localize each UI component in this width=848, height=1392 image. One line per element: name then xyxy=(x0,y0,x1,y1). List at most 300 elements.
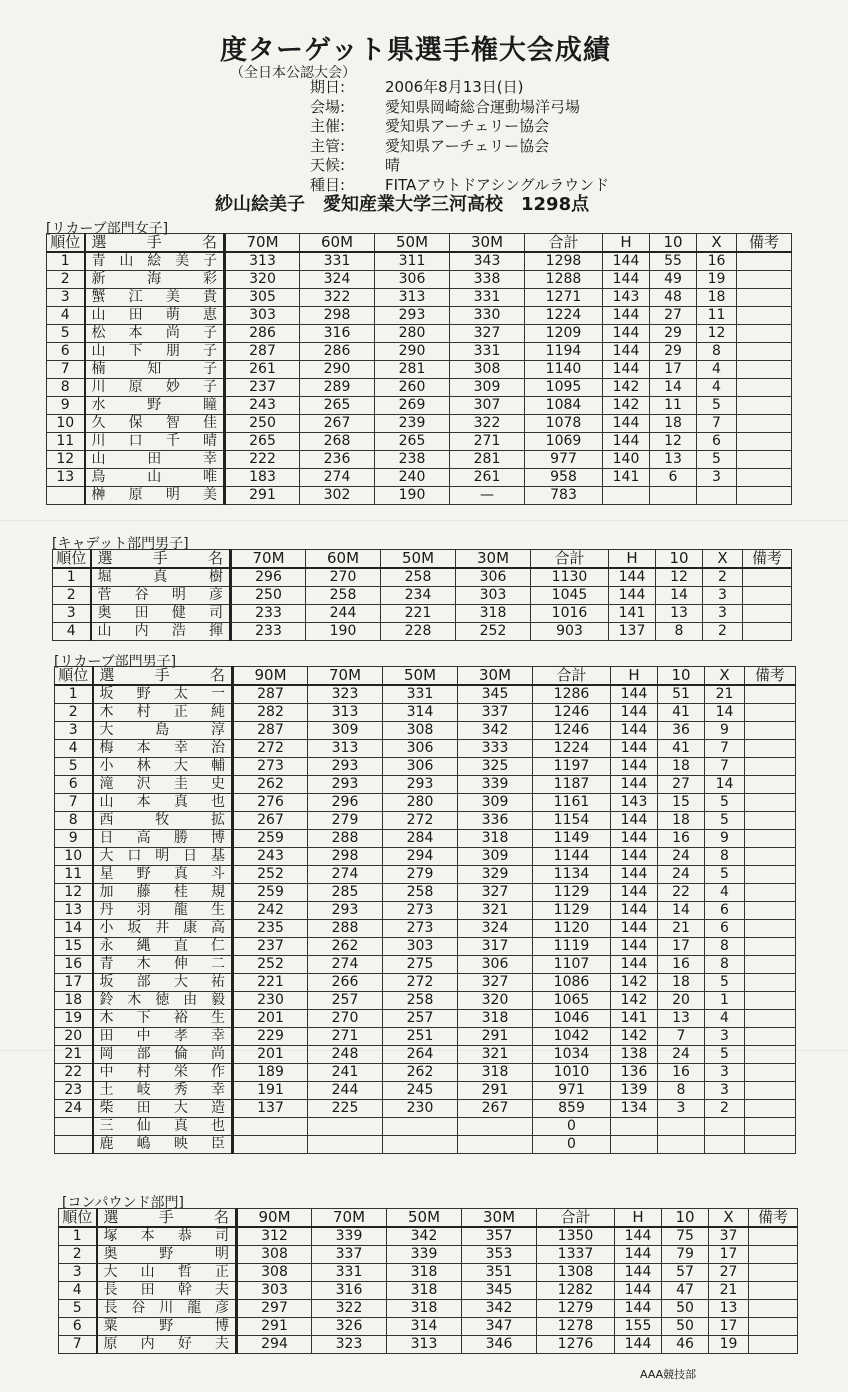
cell-remarks xyxy=(737,252,792,271)
cell-hits: 144 xyxy=(611,938,658,956)
cell-total: 1120 xyxy=(533,920,611,938)
cell-tens: 13 xyxy=(656,605,703,623)
cell-dist2: 288 xyxy=(308,830,383,848)
column-header-total: 合計 xyxy=(537,1209,615,1228)
cell-name: 山本真也 xyxy=(93,794,233,812)
cell-name: 鈴木徳由毅 xyxy=(93,992,233,1010)
table-row xyxy=(55,974,796,992)
cell-hits: 144 xyxy=(611,704,658,722)
cell-dist4: 309 xyxy=(450,379,525,397)
column-header-hits: H xyxy=(611,667,658,686)
cell-remarks xyxy=(743,605,792,623)
cell-hits: 144 xyxy=(603,415,650,433)
info-value: FITAアウトドアシングルラウンド xyxy=(385,175,610,194)
cell-remarks xyxy=(737,379,792,397)
cell-hits: 144 xyxy=(611,758,658,776)
cell-dist1: 272 xyxy=(233,740,308,758)
cell-name: 榊原明美 xyxy=(85,487,225,505)
cell-rank: 3 xyxy=(59,1264,97,1282)
cell-name: 大山哲正 xyxy=(97,1264,237,1282)
column-header-remarks: 備考 xyxy=(743,550,792,569)
cell-total: 1337 xyxy=(537,1246,615,1264)
cell-dist3: 258 xyxy=(383,884,458,902)
cell-dist4: 291 xyxy=(458,1028,533,1046)
cell-dist3: 280 xyxy=(383,794,458,812)
cell-rank: 5 xyxy=(59,1300,97,1318)
cell-remarks xyxy=(745,1118,796,1136)
cell-dist2: 265 xyxy=(300,397,375,415)
cell-rank: 1 xyxy=(59,1227,97,1246)
cell-dist1: 296 xyxy=(231,568,306,587)
cell-dist1: 183 xyxy=(225,469,300,487)
cell-dist3: 258 xyxy=(381,568,456,587)
cell-remarks xyxy=(745,776,796,794)
cell-dist4: 318 xyxy=(458,1064,533,1082)
cell-dist2: 262 xyxy=(308,938,383,956)
cell-name: 水 野 瞳 xyxy=(85,397,225,415)
cell-x-count: 7 xyxy=(705,740,745,758)
cell-dist4: 345 xyxy=(462,1282,537,1300)
header-row xyxy=(53,550,792,569)
table-row xyxy=(59,1336,798,1354)
cell-remarks xyxy=(745,1136,796,1154)
cell-x-count: 4 xyxy=(705,884,745,902)
cell-rank: 8 xyxy=(47,379,85,397)
cell-dist3: 342 xyxy=(387,1227,462,1246)
cell-dist4: 346 xyxy=(462,1336,537,1354)
cell-dist1: 252 xyxy=(233,866,308,884)
cell-name: 大 島 淳 xyxy=(93,722,233,740)
cell-x-count: 21 xyxy=(705,685,745,704)
cell-x-count: 6 xyxy=(697,433,737,451)
cell-dist3: 273 xyxy=(383,920,458,938)
cell-x-count: 5 xyxy=(705,974,745,992)
cell-tens: 21 xyxy=(658,920,705,938)
cell-total: 1034 xyxy=(533,1046,611,1064)
cell-tens: 3 xyxy=(658,1100,705,1118)
header-row xyxy=(47,234,792,253)
cell-dist2: 244 xyxy=(306,605,381,623)
cell-tens: 29 xyxy=(650,343,697,361)
cell-dist1: 230 xyxy=(233,992,308,1010)
cell-dist1: 250 xyxy=(225,415,300,433)
cell-dist3: 294 xyxy=(383,848,458,866)
cell-dist4: 318 xyxy=(458,1010,533,1028)
cell-hits xyxy=(611,1136,658,1154)
cell-dist2: 322 xyxy=(312,1300,387,1318)
cell-tens: 22 xyxy=(658,884,705,902)
cell-total: 1084 xyxy=(525,397,603,415)
cell-x-count xyxy=(705,1136,745,1154)
cell-dist4: 347 xyxy=(462,1318,537,1336)
cell-total: 1010 xyxy=(533,1064,611,1082)
cell-dist3: 272 xyxy=(383,812,458,830)
cell-tens: 14 xyxy=(658,902,705,920)
cell-tens: 7 xyxy=(658,1028,705,1046)
cell-remarks xyxy=(737,271,792,289)
cell-total: 1161 xyxy=(533,794,611,812)
column-header-name: 選 手 名 xyxy=(97,1209,237,1228)
cell-tens: 16 xyxy=(658,1064,705,1082)
cell-name: 岡部倫尚 xyxy=(93,1046,233,1064)
cell-remarks xyxy=(745,1010,796,1028)
cell-dist1: 259 xyxy=(233,884,308,902)
cell-hits xyxy=(603,487,650,505)
info-label: 主管: xyxy=(310,136,346,155)
cell-total: 1282 xyxy=(537,1282,615,1300)
table-row xyxy=(47,343,792,361)
cell-total: 1140 xyxy=(525,361,603,379)
cell-dist4: 307 xyxy=(450,397,525,415)
column-header-dist2: 70M xyxy=(312,1209,387,1228)
table-row xyxy=(55,992,796,1010)
column-header-tens: 10 xyxy=(656,550,703,569)
cell-dist1: 287 xyxy=(225,343,300,361)
cell-dist4: 320 xyxy=(458,992,533,1010)
column-header-tens: 10 xyxy=(650,234,697,253)
cell-dist1: 237 xyxy=(225,379,300,397)
cell-name: 中村栄作 xyxy=(93,1064,233,1082)
cell-hits: 141 xyxy=(611,1010,658,1028)
cell-name: 青木伸二 xyxy=(93,956,233,974)
cell-dist3: 239 xyxy=(375,415,450,433)
cell-rank: 13 xyxy=(47,469,85,487)
cell-x-count: 6 xyxy=(705,902,745,920)
cell-rank: 11 xyxy=(55,866,93,884)
cell-x-count xyxy=(705,1118,745,1136)
cell-dist1: 201 xyxy=(233,1046,308,1064)
table-row xyxy=(55,938,796,956)
cell-dist3: 314 xyxy=(387,1318,462,1336)
cell-tens: 8 xyxy=(656,623,703,641)
section-label-recurve-women: [リカーブ部門女子] xyxy=(46,221,169,237)
cell-tens: 12 xyxy=(656,568,703,587)
cell-hits: 142 xyxy=(603,379,650,397)
footer-note: AAA競技部 xyxy=(640,1368,697,1381)
table-row xyxy=(59,1300,798,1318)
cell-total: 1308 xyxy=(537,1264,615,1282)
cell-x-count: 1 xyxy=(705,992,745,1010)
cell-hits: 137 xyxy=(609,623,656,641)
cell-tens xyxy=(650,487,697,505)
cell-hits: 144 xyxy=(603,271,650,289)
cell-dist4: 331 xyxy=(450,343,525,361)
cell-tens: 13 xyxy=(650,451,697,469)
cell-name: 西 牧 拡 xyxy=(93,812,233,830)
cell-hits: 144 xyxy=(615,1300,662,1318)
cell-rank: 14 xyxy=(55,920,93,938)
column-header-dist4: 30M xyxy=(456,550,531,569)
table-row xyxy=(55,776,796,794)
cell-tens: 29 xyxy=(650,325,697,343)
cell-tens: 79 xyxy=(662,1246,709,1264)
cell-dist3: 265 xyxy=(375,433,450,451)
cell-hits: 136 xyxy=(611,1064,658,1082)
cell-dist1: 265 xyxy=(225,433,300,451)
cell-dist2: 323 xyxy=(312,1336,387,1354)
cell-rank: 3 xyxy=(55,722,93,740)
cell-dist2: 274 xyxy=(308,956,383,974)
cell-x-count: 3 xyxy=(697,469,737,487)
cell-remarks xyxy=(737,469,792,487)
cell-dist3: 234 xyxy=(381,587,456,605)
cell-x-count: 18 xyxy=(697,289,737,307)
cell-tens: 17 xyxy=(658,938,705,956)
info-label: 期日: xyxy=(310,78,346,96)
cell-x-count: 3 xyxy=(705,1082,745,1100)
column-header-hits: H xyxy=(615,1209,662,1228)
table-row xyxy=(55,1082,796,1100)
cell-rank: 13 xyxy=(55,902,93,920)
cell-dist2: 298 xyxy=(300,307,375,325)
cell-remarks xyxy=(745,812,796,830)
cell-dist1: 320 xyxy=(225,271,300,289)
section-label-recurve-men: [リカーブ部門男子] xyxy=(54,654,177,670)
cell-name: 加藤桂規 xyxy=(93,884,233,902)
cell-dist2: 286 xyxy=(300,343,375,361)
column-header-dist1: 90M xyxy=(237,1209,312,1228)
table-row xyxy=(55,722,796,740)
cell-total: 1129 xyxy=(533,884,611,902)
cell-total: 1046 xyxy=(533,1010,611,1028)
cell-rank: 2 xyxy=(47,271,85,289)
cell-name: 粟 野 博 xyxy=(97,1318,237,1336)
cell-dist1: 313 xyxy=(225,252,300,271)
cell-dist3: 290 xyxy=(375,343,450,361)
cell-name: 木村正純 xyxy=(93,704,233,722)
cell-dist3: 257 xyxy=(383,1010,458,1028)
cell-hits: 142 xyxy=(611,1028,658,1046)
cell-dist3: 230 xyxy=(383,1100,458,1118)
cell-total: 1279 xyxy=(537,1300,615,1318)
cell-dist1: 294 xyxy=(237,1336,312,1354)
cell-dist2: 257 xyxy=(308,992,383,1010)
section-label-compound: [コンパウンド部門] xyxy=(62,1195,184,1211)
info-value: 愛知県アーチェリー協会 xyxy=(385,136,550,155)
cell-dist3: 273 xyxy=(383,902,458,920)
column-header-remarks: 備考 xyxy=(737,234,792,253)
cell-total: 1288 xyxy=(525,271,603,289)
cell-dist1: 262 xyxy=(233,776,308,794)
cell-dist1: 291 xyxy=(237,1318,312,1336)
cell-remarks xyxy=(745,1082,796,1100)
cell-dist4: 267 xyxy=(458,1100,533,1118)
column-header-rank: 順位 xyxy=(47,234,85,253)
cell-remarks xyxy=(745,956,796,974)
column-header-dist4: 30M xyxy=(458,667,533,686)
cell-dist4: 343 xyxy=(450,252,525,271)
cell-tens: 46 xyxy=(662,1336,709,1354)
cell-dist2: 266 xyxy=(308,974,383,992)
cell-rank: 12 xyxy=(55,884,93,902)
cell-x-count: 8 xyxy=(705,848,745,866)
cell-remarks xyxy=(737,361,792,379)
cell-rank: 20 xyxy=(55,1028,93,1046)
cell-name: 滝沢圭史 xyxy=(93,776,233,794)
table-row xyxy=(47,433,792,451)
cell-hits: 144 xyxy=(611,902,658,920)
cell-dist2: 288 xyxy=(308,920,383,938)
cell-x-count: 21 xyxy=(709,1282,749,1300)
table-row xyxy=(55,830,796,848)
cell-remarks xyxy=(745,740,796,758)
cell-x-count: 9 xyxy=(705,722,745,740)
cell-tens: 24 xyxy=(658,848,705,866)
cell-dist3: 318 xyxy=(387,1264,462,1282)
cell-tens: 27 xyxy=(650,307,697,325)
cell-dist4: 321 xyxy=(458,902,533,920)
table-row xyxy=(47,397,792,415)
cell-dist4: 308 xyxy=(450,361,525,379)
cell-dist1: 312 xyxy=(237,1227,312,1246)
column-header-dist1: 90M xyxy=(233,667,308,686)
table-row xyxy=(55,1100,796,1118)
cell-name: 鹿嶋映臣 xyxy=(93,1136,233,1154)
event-info xyxy=(310,78,609,195)
cell-dist1: 252 xyxy=(233,956,308,974)
cell-dist2: 225 xyxy=(308,1100,383,1118)
cell-dist4: 351 xyxy=(462,1264,537,1282)
cell-dist2: 290 xyxy=(300,361,375,379)
cell-dist1: 297 xyxy=(237,1300,312,1318)
cell-x-count: 2 xyxy=(705,1100,745,1118)
cell-x-count: 5 xyxy=(705,1046,745,1064)
cell-rank: 1 xyxy=(55,685,93,704)
cell-dist3: 293 xyxy=(383,776,458,794)
table-row xyxy=(55,1028,796,1046)
column-header-hits: H xyxy=(603,234,650,253)
info-row xyxy=(310,156,609,176)
cell-remarks xyxy=(737,397,792,415)
cell-name: 木下裕生 xyxy=(93,1010,233,1028)
cell-name: 塚本恭司 xyxy=(97,1227,237,1246)
cell-total: 1107 xyxy=(533,956,611,974)
cell-dist4: 330 xyxy=(450,307,525,325)
cell-total: 1144 xyxy=(533,848,611,866)
cell-tens: 50 xyxy=(662,1300,709,1318)
cell-name: 新 海 彩 xyxy=(85,271,225,289)
cell-dist1: 189 xyxy=(233,1064,308,1082)
table-row xyxy=(47,289,792,307)
column-header-dist4: 30M xyxy=(450,234,525,253)
table-row xyxy=(47,469,792,487)
cell-dist3: 308 xyxy=(383,722,458,740)
cell-x-count: 7 xyxy=(705,758,745,776)
cell-hits: 144 xyxy=(603,307,650,325)
cell-dist1: 282 xyxy=(233,704,308,722)
column-header-dist4: 30M xyxy=(462,1209,537,1228)
cell-dist3: 281 xyxy=(375,361,450,379)
table-row xyxy=(47,307,792,325)
column-header-dist2: 60M xyxy=(300,234,375,253)
cell-rank: 8 xyxy=(55,812,93,830)
cell-dist3: 275 xyxy=(383,956,458,974)
cell-tens: 14 xyxy=(656,587,703,605)
cell-dist4: 331 xyxy=(450,289,525,307)
cell-dist2: 241 xyxy=(308,1064,383,1082)
cell-rank: 4 xyxy=(59,1282,97,1300)
cell-name: 山田萌恵 xyxy=(85,307,225,325)
cell-remarks xyxy=(745,866,796,884)
cell-x-count: 5 xyxy=(705,866,745,884)
cell-rank: 23 xyxy=(55,1082,93,1100)
cell-tens: 13 xyxy=(658,1010,705,1028)
cell-name: 坂野太一 xyxy=(93,685,233,704)
table-row xyxy=(55,794,796,812)
cell-rank: 1 xyxy=(47,252,85,271)
cell-dist2: 326 xyxy=(312,1318,387,1336)
cell-x-count: 19 xyxy=(697,271,737,289)
cell-tens: 55 xyxy=(650,252,697,271)
cell-name: 小林大輔 xyxy=(93,758,233,776)
cell-remarks xyxy=(749,1336,798,1354)
cell-total: 1246 xyxy=(533,722,611,740)
cell-rank: 2 xyxy=(55,704,93,722)
cell-dist4: 336 xyxy=(458,812,533,830)
cell-total: 1119 xyxy=(533,938,611,956)
cell-rank: 5 xyxy=(55,758,93,776)
cell-dist3: 339 xyxy=(387,1246,462,1264)
cell-dist2: 322 xyxy=(300,289,375,307)
cell-name: 原内好夫 xyxy=(97,1336,237,1354)
cell-total: 1069 xyxy=(525,433,603,451)
cell-tens: 6 xyxy=(650,469,697,487)
cell-remarks xyxy=(745,848,796,866)
cell-hits: 141 xyxy=(609,605,656,623)
column-header-dist1: 70M xyxy=(231,550,306,569)
cell-rank: 3 xyxy=(53,605,91,623)
cell-name: 鳥 山 唯 xyxy=(85,469,225,487)
fold-line xyxy=(0,520,848,521)
info-value: 愛知県アーチェリー協会 xyxy=(385,117,550,135)
table-row xyxy=(55,812,796,830)
cell-remarks xyxy=(743,623,792,641)
table-row xyxy=(55,956,796,974)
cell-dist4: 317 xyxy=(458,938,533,956)
cell-dist1: 308 xyxy=(237,1246,312,1264)
cell-x-count: 3 xyxy=(703,605,743,623)
cell-total: 1129 xyxy=(533,902,611,920)
column-header-dist3: 50M xyxy=(383,667,458,686)
table-row xyxy=(59,1246,798,1264)
cell-dist3: 280 xyxy=(375,325,450,343)
cell-dist3: 318 xyxy=(387,1282,462,1300)
cell-dist1: 242 xyxy=(233,902,308,920)
results-table-compound xyxy=(58,1208,798,1354)
info-value: 晴 xyxy=(385,156,401,174)
winner-line: 紗山絵美子 愛知産業大学三河高校 1298点 xyxy=(215,194,590,215)
info-label: 種目: xyxy=(310,175,346,194)
cell-name: 山内浩揮 xyxy=(91,623,231,641)
cell-tens xyxy=(658,1136,705,1154)
cell-dist2: 298 xyxy=(308,848,383,866)
table-row xyxy=(59,1318,798,1336)
cell-x-count: 17 xyxy=(709,1318,749,1336)
cell-tens: 51 xyxy=(658,685,705,704)
cell-remarks xyxy=(737,289,792,307)
table-row xyxy=(55,704,796,722)
cell-x-count: 8 xyxy=(705,956,745,974)
cell-dist2: 331 xyxy=(300,252,375,271)
cell-x-count: 4 xyxy=(697,379,737,397)
cell-remarks xyxy=(745,1028,796,1046)
cell-rank: 7 xyxy=(55,794,93,812)
table-row xyxy=(55,1118,796,1136)
table-row xyxy=(47,271,792,289)
cell-dist2: 337 xyxy=(312,1246,387,1264)
cell-tens: 16 xyxy=(658,830,705,848)
cell-dist1: 191 xyxy=(233,1082,308,1100)
